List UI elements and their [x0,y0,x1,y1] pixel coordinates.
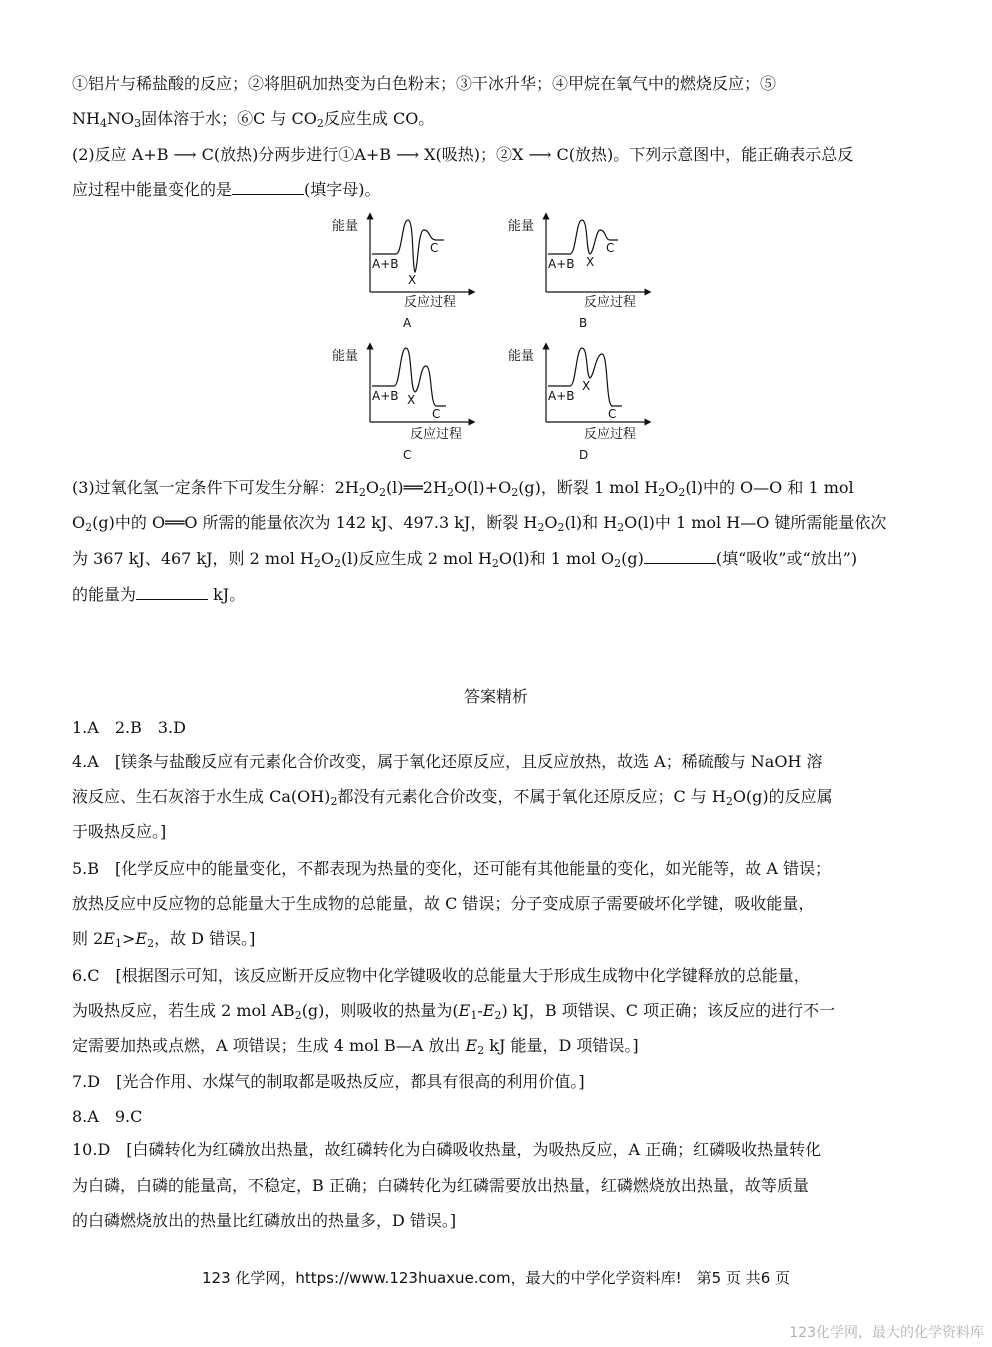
answer-blank [136,585,208,600]
answer-10-line-3: 的白磷燃烧放出的热量比红磷放出的热量多，D 错误。] [72,1211,457,1230]
product-label: C [608,407,617,421]
energy-diagram-b [506,210,656,335]
answer-7: 7.D [光合作用、水煤气的制取都是吸热反应，都具有很高的利用价值。] [72,1072,585,1091]
reactant-label: A+B [548,389,575,403]
energy-diagram-c [330,342,480,467]
y-axis-label: 能量 [508,349,535,364]
part3-line-3: 为 367 kJ、467 kJ，则 2 mol $H_2O_2(l)$反应生成 2 mol $H_2O(l)$和 1 mol $O_2(g)$ (填“吸收”或“放出”) [72,549,858,570]
y-axis-label: 能量 [508,219,535,234]
diagram-label: B [579,316,588,330]
answer-5-line-1: 5.B [化学反应中的能量变化，不都表现为热量的变化，还可能有其他能量的变化，如光能等，故 A 错误； [72,859,831,878]
answer-4-line-3: 于吸热反应。] [72,822,167,841]
product-label: C [432,407,441,421]
energy-diagram-a [330,210,480,335]
y-axis-label: 能量 [332,219,359,234]
answer-10-line-2: 为白磷，白磷的能量高，不稳定，B 正确；白磷转化为红磷需要放出热量，红磷燃烧放出热量，故等质量 [72,1176,809,1195]
question-line-2: $NH_4NO_3$固体溶于水；⑥C 与 $CO_2$反应生成 CO。 [72,109,435,130]
x-axis-label: 反应过程 [410,427,463,442]
answer-10-line-1: 10.D [白磷转化为红磷放出热量，故红磷转化为白磷吸收热量，为吸热反应，A 正确；红磷吸收热量转化 [72,1140,822,1159]
answer-6-line-1: 6.C [根据图示可知，该反应断开反应物中化学键吸收的总能量大于形成生成物中化学键释放的总能量， [72,966,810,985]
x-axis-label: 反应过程 [584,295,637,310]
reactant-label: A+B [372,257,399,271]
page-footer: 123 化学网，https://www.123huaxue.com，最大的中学化学资料库! 第5 页 共6 页 [201,1269,791,1287]
answer-6-line-2: 为吸热反应，若生成 2 mol $AB_2(g)$，则吸收的热量为$(E_1-E_2)$ kJ，B 项错误、C 项正确；该反应的进行不一 [72,1001,836,1022]
part2-line-1: (2)反应 A+B ⟶ C(放热)分两步进行①A+B ⟶ X(吸热)；②X ⟶ C(放热)。下列示意图中，能正确表示总反 [72,145,854,164]
y-axis-label: 能量 [332,349,359,364]
diagram-label: D [579,448,589,462]
intermediate-label: X [586,255,595,269]
answer-4-line-1: 4.A [镁条与盐酸反应有元素化合价改变，属于氧化还原反应，且反应放热，故选 A；稀硫酸与 NaOH 溶 [72,752,823,771]
watermark: 123化学网，最大的化学资料库 [789,1325,984,1341]
x-axis-label: 反应过程 [584,427,637,442]
intermediate-label: X [582,379,591,393]
product-label: C [606,241,615,255]
intermediate-label: X [407,393,416,407]
answer-5-line-2: 放热反应中反应物的总能量大于生成物的总能量，故 C 错误；分子变成原子需要破坏化学键，吸收能量， [72,894,815,913]
product-label: C [430,241,439,255]
energy-diagram-d [506,342,656,467]
answer-blank [644,549,716,564]
part3-line-4: 的能量为 kJ。 [72,585,246,604]
answer-1-3: 1.A 2.B 3.D [72,718,186,737]
reactant-label: A+B [548,257,575,271]
x-axis-label: 反应过程 [404,295,457,310]
answers-heading: 答案精析 [463,687,528,706]
answer-6-line-3: 定需要加热或点燃，A 项错误；生成 4 mol B—A 放出 $E_2$ kJ 能量，D 项错误。] [72,1036,639,1057]
answer-8-9: 8.A 9.C [72,1107,143,1126]
part3-line-2: $O_2(g)$中的 O══O 所需的能量依次为 142 kJ、497.3 kJ，断裂 $H_2O_2(l)$和 $H_2O(l)$中 1 mol H—O 键所需能量依次 [72,513,887,534]
part2-line-2: 应过程中能量变化的是 (填字母)。 [72,180,381,199]
answer-blank [232,180,304,195]
question-line-1: ①铝片与稀盐酸的反应；②将胆矾加热变为白色粉末；③干冰升华；④甲烷在氧气中的燃烧反应；⑤ [72,74,777,93]
answer-4-line-2: 液反应、生石灰溶于水生成 $Ca(OH)_2$都没有元素化合价改变，不属于氧化还原反应；C 与 $H_2O(g)$的反应属 [72,787,833,808]
reactant-label: A+B [372,389,399,403]
part3-line-1: (3)过氧化氢一定条件下可发生分解：$2H_2O_2(l)══2H_2O(l)+O_2(g)$，断裂 1 mol $H_2O_2(l)$中的 O—O 和 1 mol [72,478,854,499]
diagram-label: C [403,448,412,462]
answer-5-line-3: 则 $2E_1>E_2$，故 D 错误。] [72,929,256,950]
diagram-label: A [403,316,412,330]
intermediate-label: X [408,273,417,287]
